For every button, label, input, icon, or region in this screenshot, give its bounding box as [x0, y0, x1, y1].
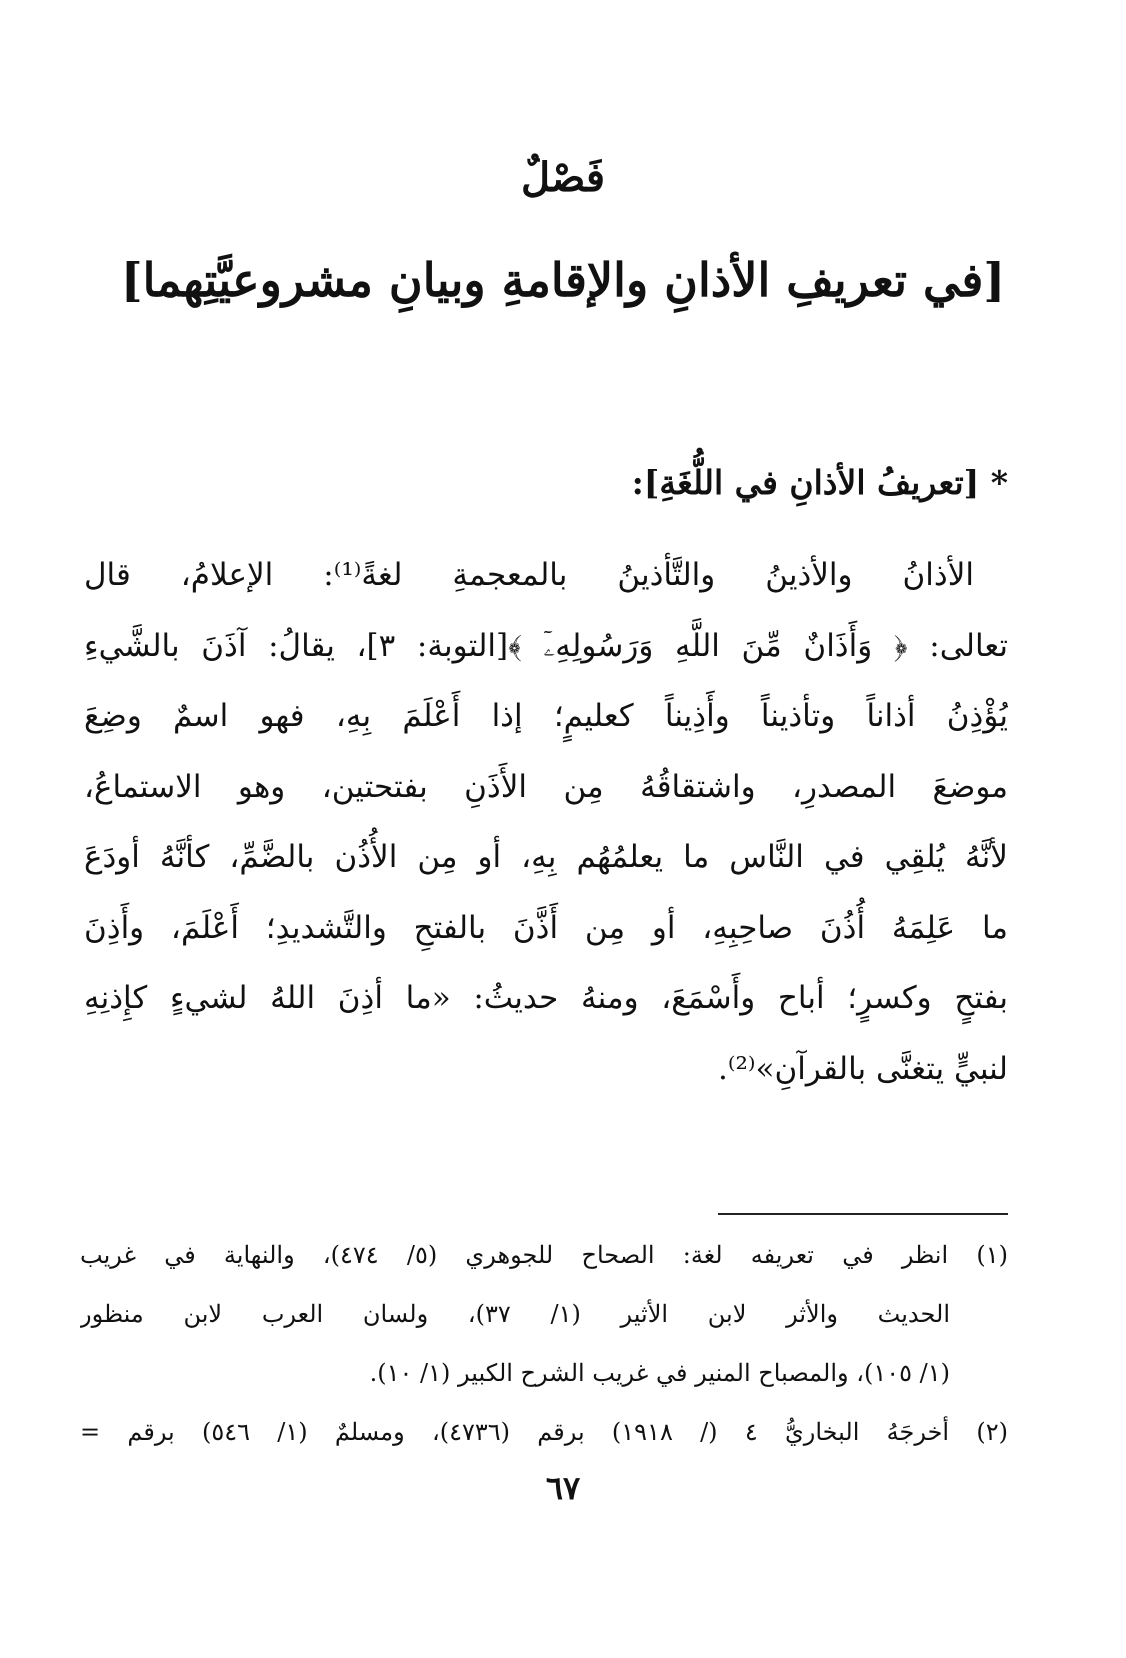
footnote-divider [718, 1213, 1008, 1215]
body-text [84, 540, 1008, 1104]
footnote-line: الحديث والأثر لابن الأثير (١/ ٣٧)، ولسان العرب لابن منظور [80, 1300, 950, 1328]
body-line: ما عَلِمَهُ أُذُنَ صاحِبِهِ، أو مِن أَذَّنَ بالفتحِ والتَّشديدِ؛ أَعْلَمَ، وأَذِنَ [84, 909, 1008, 946]
footnote-line: (٢) أخرجَهُ البخاريُّ ٤ (/ ١٩١٨) برقم (٤٧٣٦)، ومسلمٌ (١/ ٥٤٦) برقم = [80, 1418, 1008, 1446]
body-line: بفتحٍ وكسرٍ؛ أباح وأَسْمَعَ، ومنهُ حديثُ: «ما أذِنَ اللهُ لشيءٍ كإِذنِهِ [84, 980, 1008, 1016]
body-line: تعالى: ﴿ وَأَذَانٌ مِّنَ اللَّهِ وَرَسُولِهِۦٓ ﴾[التوبة: ٣]، يقالُ: آذَنَ بالشَّيءِ [84, 627, 1008, 664]
subheading: * [تعريفُ الأذانِ في اللُّغَةِ]: [631, 463, 1008, 502]
body-line: موضعَ المصدرِ، واشتقاقُهُ مِن الأَذَنِ بفتحتين، وهو الاستماعُ، [84, 768, 1008, 805]
footnote-line: (١) انظر في تعريفه لغة: الصحاح للجوهري (٥/ ٤٧٤)، والنهاية في غريب [80, 1241, 1008, 1269]
body-line: الأذانُ والأذينُ والتَّأذينُ بالمعجمةِ لغةً⁽¹⁾: الإعلامُ، قال [84, 557, 974, 593]
footnotes [80, 1226, 1008, 1462]
page-number: ٦٧ [545, 1469, 581, 1507]
body-line: لنبيٍّ يتغنَّى بالقرآنِ»⁽²⁾. [717, 1050, 1008, 1087]
footnote-line: (١/ ١٠٥)، والمصباح المنير في غريب الشرح الكبير (١/ ١٠). [369, 1359, 950, 1387]
body-line: لأنَّهُ يُلقِي في النَّاس ما يعلمُهُم بِهِ، أو مِن الأُذُن بالضَّمِّ، كأنَّهُ أودَعَ [84, 839, 1008, 875]
body-line: يُؤْذِنُ أذاناً وتأذيناً وأَذِيناً كعليمٍ؛ إذا أَعْلَمَ بِهِ، فهو اسمٌ وضِعَ [84, 698, 1008, 734]
section-label: فَصْلٌ [520, 154, 606, 201]
chapter-title: [في تعريفِ الأذانِ والإقامةِ وبيانِ مشروعيَّتِهما] [120, 253, 1006, 307]
